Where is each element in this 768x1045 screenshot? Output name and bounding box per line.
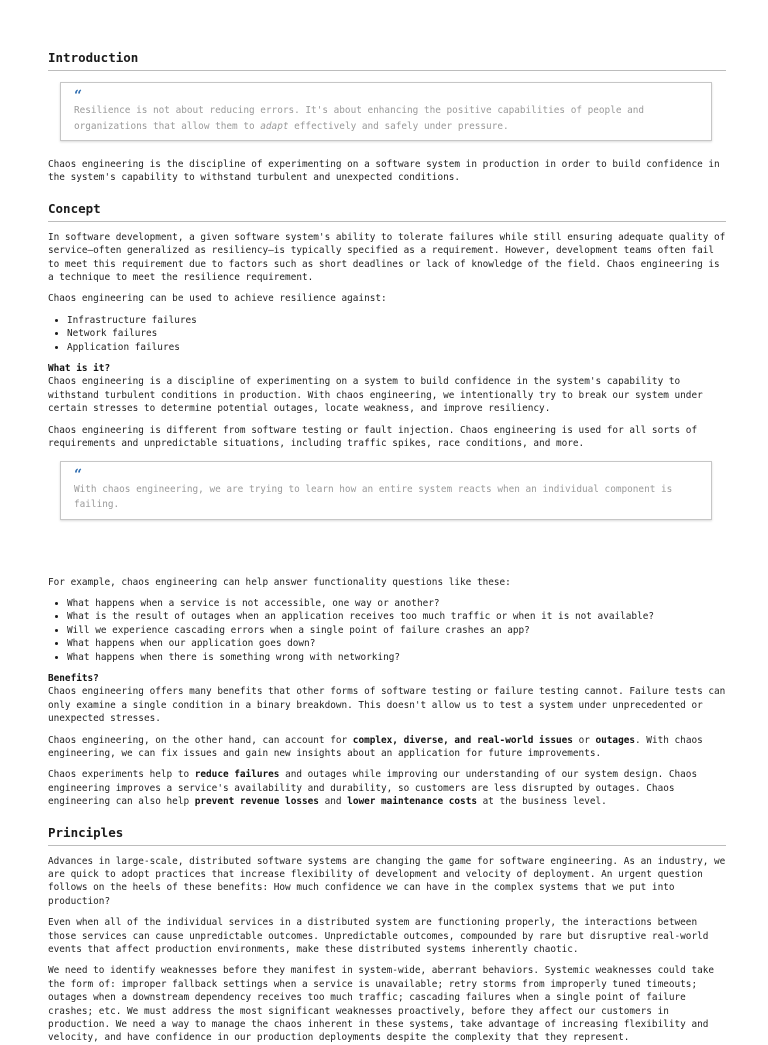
concept-heading: Concept	[48, 201, 726, 222]
introduction-heading: Introduction	[48, 50, 726, 71]
what-is-it-label: What is it?	[48, 363, 111, 375]
adapt-emphasis: adapt	[260, 120, 289, 132]
other-hand-paragraph: Chaos engineering, on the other hand, can account for complex, diverse, and real-world issues or outages. With chaos engineering, we can fix issues and gain new insights about an application for future improvements.	[48, 734, 703, 759]
chaos-blockquote	[60, 461, 712, 520]
list-item: • Application failures	[67, 341, 726, 354]
list-item: • What happens when our application goes down?	[67, 637, 726, 650]
article	[48, 0, 726, 1045]
list-item: • Will we experience cascading errors when a single point of failure crashes an app?	[67, 624, 726, 637]
principles-heading: Principles	[48, 825, 726, 846]
concept-paragraph-1: In software development, a given software system's ability to tolerate failures while still ensuring adequate quality of service—often generalized as resiliency—is typically specified as a requirement. However, development teams often fail to meet this requirement due to factors such as short deadlines or lack of knowledge of the field. Chaos engineering is a technique to meet the resilience requirement.	[48, 231, 726, 284]
what-is-it-paragraph: Chaos engineering is a discipline of experimenting on a system to build confidence in the system's capability to withstand turbulent conditions in production. With chaos engineering, we intentionally try to break our system under certain stresses to determine potential outages, locate weakness, and improve resiliency.	[48, 376, 703, 415]
list-item: • What happens when there is something wrong with networking?	[67, 651, 726, 664]
principles-paragraph-2: Even when all of the individual services in a distributed system are functioning properly, the interactions between those services can cause unpredictable outcomes. Unpredictable outcomes, compounded by rare but disruptive real-world events that affect production environments, make these distributed systems inherently chaotic.	[48, 917, 709, 956]
chaos-quote-text: With chaos engineering, we are trying to learn how an entire system reacts when an individual component is failing.	[74, 483, 673, 510]
list-item: • What happens when a service is not accessible, one way or another?	[67, 597, 726, 610]
definition-paragraph: Chaos engineering is the discipline of experimenting on a software system in production in order to build confidence in the system's capability to withstand turbulent and unexpected conditions.	[48, 159, 720, 184]
list-item: • Network failures	[67, 327, 726, 340]
difference-paragraph: Chaos engineering is different from software testing or fault injection. Chaos engineering is used for all sorts of requirements and unpredictable situations, including traffic spikes, race conditions, and more.	[48, 424, 698, 450]
principles-paragraph-3: We need to identify weaknesses before they manifest in system-wide, aberrant behaviors. Systemic weaknesses could take the form of: improper fallback settings when a service is unavailable; retry storms from improperly tuned timeouts; outages when a downstream dependency receives too much traffic; cascading failures when a single point of failure crashes; etc. We must address the most significant weaknesses proactively, before they affect our customers in production. We need a way to manage the chaos inherent in these systems, take advantage of increasing flexibility and velocity, and have confidence in our production deployments despite the complexity that they represent.	[48, 965, 715, 1044]
list-item: • What is the result of outages when an application receives too much traffic or when it is not available?	[67, 610, 726, 623]
resilience-quote-text: Resilience is not about reducing errors. It's about enhancing the positive capabilities of people and organizations that allow them to adapt effectively and safely under pressure.	[74, 105, 645, 132]
principles-paragraph-1: Advances in large-scale, distributed software systems are changing the game for software engineering. As an industry, we are quick to adopt practices that increase flexibility of development and velocity of deployment. An urgent question follows on the heels of these benefits: How much confidence we can have in the complex systems that we put into production?	[48, 855, 726, 907]
failures-list	[48, 314, 726, 354]
benefits-paragraph: Chaos engineering offers many benefits that other forms of software testing or failure testing cannot. Failure tests can only examine a single condition in a binary breakdown. This doesn't allow us to test a system under unprecedented or unexpected stresses.	[48, 686, 726, 725]
concept-paragraph-2: Chaos engineering can be used to achieve resilience against:	[48, 293, 387, 305]
example-intro-paragraph: For example, chaos engineering can help answer functionality questions like these:	[48, 576, 511, 588]
questions-list	[48, 597, 726, 664]
quote-icon: “	[74, 88, 83, 104]
resilience-blockquote	[60, 82, 712, 141]
experiments-paragraph: Chaos experiments help to reduce failures and outages while improving our understanding of our system design. Chaos engineering improves a service's availability and durability, so customers are less disrupted by outages. Chaos engineering can also help prevent revenue losses and lower maintenance costs at the business level.	[48, 769, 698, 808]
quote-icon: “	[74, 466, 83, 483]
list-item: • Infrastructure failures	[67, 314, 726, 327]
benefits-label: Benefits?	[48, 672, 99, 684]
